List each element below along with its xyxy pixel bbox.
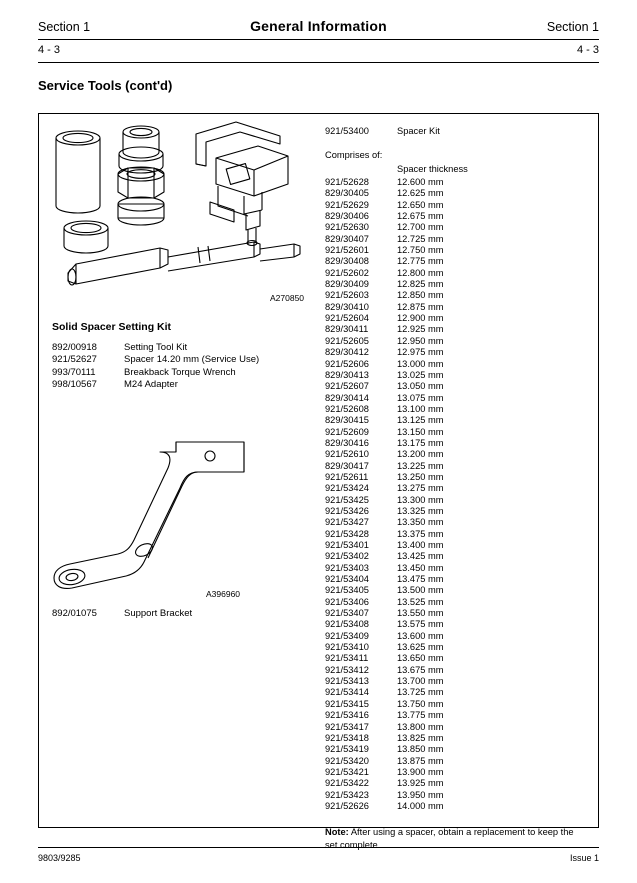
part-number: 921/52601 xyxy=(325,245,369,256)
part-number: 921/52628 xyxy=(325,177,369,187)
table-row xyxy=(325,393,590,404)
table-row xyxy=(325,268,590,279)
part-number: 998/10567 xyxy=(52,379,97,391)
part-number: 921/53420 xyxy=(325,755,369,766)
part-number: 921/53401 xyxy=(325,540,369,550)
part-number: 921/53409 xyxy=(325,630,369,641)
part-number: 829/30412 xyxy=(325,347,369,358)
table-row xyxy=(325,279,590,290)
page-number-row xyxy=(38,44,599,56)
part-number: 921/52606 xyxy=(325,358,369,369)
spacer-thickness: 13.950 mm xyxy=(397,789,444,800)
part-number: 921/52602 xyxy=(325,267,369,278)
table-row xyxy=(325,200,590,211)
table-row xyxy=(325,506,590,517)
spacer-thickness: 12.675 mm xyxy=(397,211,444,222)
part-number: 829/30417 xyxy=(325,460,369,471)
spacer-thickness: 13.475 mm xyxy=(397,574,444,585)
table-row xyxy=(325,324,590,335)
part-number: 921/53407 xyxy=(325,608,369,619)
part-number: 921/53427 xyxy=(325,517,369,528)
column-header-thickness: Spacer thickness xyxy=(397,164,468,174)
part-number: 921/53428 xyxy=(325,528,369,539)
spacer-thickness: 12.925 mm xyxy=(397,324,444,335)
part-number: 921/52626 xyxy=(325,800,369,811)
table-row xyxy=(325,404,590,415)
part-number: 921/53405 xyxy=(325,585,369,596)
spacer-thickness: 13.500 mm xyxy=(397,585,444,596)
spacer-kit-heading xyxy=(325,126,590,136)
table-row xyxy=(325,461,590,472)
part-number: 921/53417 xyxy=(325,721,369,732)
part-number: 829/30405 xyxy=(325,188,369,199)
part-number: 921/53414 xyxy=(325,687,369,698)
table-row xyxy=(325,222,590,233)
spacer-thickness: 13.875 mm xyxy=(397,755,444,766)
spacer-thickness: 13.625 mm xyxy=(397,642,444,653)
spacer-thickness: 13.175 mm xyxy=(397,437,444,448)
footer-document-number: 9803/9285 xyxy=(38,853,81,863)
part-number: 921/52627 xyxy=(52,354,97,366)
spacer-thickness: 13.300 mm xyxy=(397,494,444,505)
spacer-thickness: 13.450 mm xyxy=(397,562,444,573)
page-header xyxy=(38,18,599,34)
part-number: 921/53424 xyxy=(325,483,369,494)
table-row xyxy=(325,370,590,381)
table-row xyxy=(325,790,590,801)
table-row xyxy=(325,597,590,608)
part-number: 921/53421 xyxy=(325,766,369,777)
spacer-thickness: 13.775 mm xyxy=(397,710,444,721)
spacer-thickness: 13.025 mm xyxy=(397,369,444,380)
spacer-thickness: 14.000 mm xyxy=(397,800,444,811)
table-row xyxy=(325,699,590,710)
spacer-thickness: 13.925 mm xyxy=(397,778,444,789)
spacer-thickness: 13.675 mm xyxy=(397,664,444,675)
table-row xyxy=(325,517,590,528)
spacer-thickness: 12.800 mm xyxy=(397,267,444,278)
table-row xyxy=(325,415,590,426)
spacer-thickness: 13.850 mm xyxy=(397,744,444,755)
part-number: 921/52608 xyxy=(325,403,369,414)
part-number: 829/30407 xyxy=(325,233,369,244)
spacer-thickness: 12.775 mm xyxy=(397,256,444,267)
spacer-thickness: 12.650 mm xyxy=(397,199,444,210)
spacer-table xyxy=(325,177,590,812)
spacer-thickness: 13.125 mm xyxy=(397,415,444,426)
spacer-thickness: 12.900 mm xyxy=(397,313,444,324)
part-number: 921/53411 xyxy=(325,653,369,664)
part-number: 921/52630 xyxy=(325,222,369,233)
table-row xyxy=(325,234,590,245)
support-bracket-row xyxy=(52,608,192,619)
part-number: 921/52610 xyxy=(325,449,369,460)
part-number: 921/53422 xyxy=(325,778,369,789)
part-number: 921/53402 xyxy=(325,551,369,562)
table-row xyxy=(325,778,590,789)
page-number-right: 4 - 3 xyxy=(576,44,599,56)
part-number: 921/52607 xyxy=(325,381,369,392)
spacer-thickness: 13.525 mm xyxy=(397,596,444,607)
table-row xyxy=(325,642,590,653)
table-row xyxy=(325,744,590,755)
part-number: 921/53418 xyxy=(325,732,369,743)
part-number: 892/01075 xyxy=(52,608,97,619)
part-number: 829/30415 xyxy=(325,415,369,426)
spacer-thickness: 13.400 mm xyxy=(397,540,444,550)
part-number: 921/53413 xyxy=(325,676,369,687)
table-row xyxy=(325,665,590,676)
table-row xyxy=(325,574,590,585)
header-section-left: Section 1 xyxy=(38,20,91,34)
solid-spacer-setting-kit-illustration xyxy=(48,118,318,318)
header-title: General Information xyxy=(250,18,387,34)
list-item xyxy=(52,379,259,391)
table-row xyxy=(325,359,590,370)
spacer-kit-column xyxy=(325,126,590,851)
table-row xyxy=(325,801,590,812)
part-number: 921/53400 xyxy=(325,126,369,136)
part-number: 829/30413 xyxy=(325,369,369,380)
part-number: 921/53412 xyxy=(325,664,369,675)
part-number: 921/53410 xyxy=(325,642,369,653)
spacer-thickness: 13.375 mm xyxy=(397,528,444,539)
spacer-thickness: 12.700 mm xyxy=(397,222,444,233)
part-description: Support Bracket xyxy=(124,608,193,619)
part-description: Spacer Kit xyxy=(397,126,440,136)
table-row xyxy=(325,245,590,256)
kit-parts-list xyxy=(52,342,259,392)
spacer-thickness: 13.200 mm xyxy=(397,449,444,460)
spacer-thickness: 13.000 mm xyxy=(397,358,444,369)
table-row xyxy=(325,427,590,438)
table-row xyxy=(325,733,590,744)
part-description: Spacer 14.20 mm (Service Use) xyxy=(124,354,260,366)
spacer-thickness: 13.700 mm xyxy=(397,676,444,687)
table-row xyxy=(325,449,590,460)
table-row xyxy=(325,495,590,506)
part-number: 921/53423 xyxy=(325,789,369,800)
spacer-thickness: 13.075 mm xyxy=(397,392,444,403)
spacer-thickness: 13.250 mm xyxy=(397,471,444,482)
part-description: Setting Tool Kit xyxy=(124,342,188,353)
spacer-thickness: 12.600 mm xyxy=(397,177,444,187)
spacer-thickness: 12.950 mm xyxy=(397,335,444,346)
table-row xyxy=(325,722,590,733)
spacer-thickness: 12.725 mm xyxy=(397,233,444,244)
part-number: 829/30416 xyxy=(325,437,369,448)
table-row xyxy=(325,290,590,301)
header-section-right: Section 1 xyxy=(546,20,599,34)
spacer-thickness: 13.725 mm xyxy=(397,687,444,698)
table-row xyxy=(325,631,590,642)
spacer-thickness: 13.800 mm xyxy=(397,721,444,732)
note-label: Note: xyxy=(325,827,349,838)
table-row xyxy=(325,177,590,188)
table-row xyxy=(325,563,590,574)
spacer-thickness: 13.275 mm xyxy=(397,483,444,494)
footer-issue: Issue 1 xyxy=(569,853,599,863)
page-number-left: 4 - 3 xyxy=(38,44,61,56)
table-row xyxy=(325,710,590,721)
part-number: 921/52611 xyxy=(325,471,369,482)
table-row xyxy=(325,438,590,449)
part-number: 921/53415 xyxy=(325,698,369,709)
table-row xyxy=(325,767,590,778)
part-number: 921/52605 xyxy=(325,335,369,346)
table-row xyxy=(325,381,590,392)
part-description: M24 Adapter xyxy=(124,379,178,391)
part-number: 921/52609 xyxy=(325,426,369,437)
part-number: 921/52604 xyxy=(325,313,369,324)
table-row xyxy=(325,336,590,347)
support-bracket-illustration xyxy=(48,438,278,603)
spacer-thickness: 13.100 mm xyxy=(397,403,444,414)
part-number: 921/53406 xyxy=(325,596,369,607)
figure-code-2: A396960 xyxy=(206,589,241,599)
table-row xyxy=(325,585,590,596)
spacer-thickness: 12.850 mm xyxy=(397,290,444,301)
part-number: 829/30411 xyxy=(325,324,369,335)
part-number: 892/00918 xyxy=(52,342,97,353)
table-row xyxy=(325,653,590,664)
spacer-thickness: 13.575 mm xyxy=(397,619,444,630)
spacer-thickness: 12.825 mm xyxy=(397,279,444,290)
spacer-thickness: 12.875 mm xyxy=(397,301,444,312)
page-title: Service Tools (cont'd) xyxy=(38,78,173,93)
table-row xyxy=(325,551,590,562)
spacer-thickness: 13.150 mm xyxy=(397,426,444,437)
list-item xyxy=(52,367,259,379)
spacer-thickness: 13.750 mm xyxy=(397,698,444,709)
part-number: 829/30409 xyxy=(325,279,369,290)
spacer-thickness: 13.325 mm xyxy=(397,505,444,516)
part-number: 829/30414 xyxy=(325,392,369,403)
part-number: 921/53416 xyxy=(325,710,369,721)
spacer-thickness: 12.750 mm xyxy=(397,245,444,256)
table-row xyxy=(325,608,590,619)
part-number: 829/30410 xyxy=(325,301,369,312)
part-number: 921/53403 xyxy=(325,562,369,573)
page-footer xyxy=(38,853,599,863)
table-row xyxy=(325,676,590,687)
kit-title: Solid Spacer Setting Kit xyxy=(52,321,172,333)
spacer-thickness: 13.550 mm xyxy=(397,608,444,619)
table-row xyxy=(325,687,590,698)
part-number: 993/70111 xyxy=(52,366,96,378)
table-row xyxy=(325,483,590,494)
note-text: After using a spacer, obtain a replacement to keep the set complete. xyxy=(325,827,574,850)
table-row xyxy=(325,302,590,313)
list-item xyxy=(52,342,259,354)
spacer-thickness: 13.225 mm xyxy=(397,460,444,471)
spacer-thickness: 12.625 mm xyxy=(397,188,444,199)
figure-code-1: A270850 xyxy=(270,293,305,303)
spacer-thickness: 13.050 mm xyxy=(397,381,444,392)
table-row xyxy=(325,529,590,540)
spacer-thickness: 13.825 mm xyxy=(397,732,444,743)
table-row xyxy=(325,211,590,222)
footer-rule xyxy=(38,847,599,848)
part-number: 921/53425 xyxy=(325,494,369,505)
spacer-thickness: 13.350 mm xyxy=(397,517,444,528)
part-description: Breakback Torque Wrench xyxy=(124,366,236,378)
part-number: 921/52629 xyxy=(325,199,369,210)
table-row xyxy=(325,188,590,199)
header-rule-bottom xyxy=(38,62,599,63)
part-number: 829/30408 xyxy=(325,256,369,267)
part-number: 921/53426 xyxy=(325,505,369,516)
table-row xyxy=(325,256,590,267)
table-row xyxy=(325,347,590,358)
part-number: 921/53408 xyxy=(325,619,369,630)
part-number: 921/53404 xyxy=(325,574,369,585)
table-row xyxy=(325,756,590,767)
spacer-thickness: 13.650 mm xyxy=(397,653,444,664)
table-row xyxy=(325,472,590,483)
table-row xyxy=(325,313,590,324)
list-item xyxy=(52,354,259,366)
spacer-thickness: 13.600 mm xyxy=(397,630,444,641)
spacer-thickness: 13.425 mm xyxy=(397,551,444,562)
table-row xyxy=(325,619,590,630)
part-number: 921/52603 xyxy=(325,290,369,301)
part-number: 829/30406 xyxy=(325,211,369,222)
spacer-thickness: 13.900 mm xyxy=(397,766,444,777)
part-number: 921/53419 xyxy=(325,744,369,755)
header-rule-top xyxy=(38,39,599,40)
table-row xyxy=(325,540,590,551)
comprises-label: Comprises of: xyxy=(325,150,383,160)
spacer-thickness: 12.975 mm xyxy=(397,347,444,358)
